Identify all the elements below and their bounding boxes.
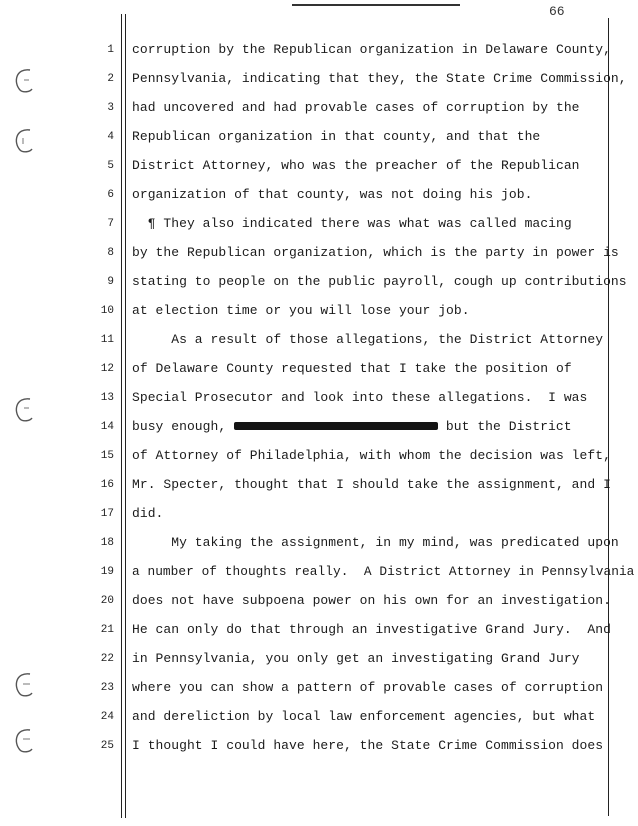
transcript-line [0,302,638,322]
line-text: had uncovered and had provable cases of corruption by the [132,100,580,115]
line-number: 8 [107,247,114,259]
transcript-line [0,360,638,380]
line-text: of Delaware County requested that I take the position of [132,361,572,376]
transcript-line [0,418,638,438]
transcript-line [0,244,638,264]
line-text: My taking the assignment, in my mind, was predicated upon [132,535,619,550]
transcript-line [0,157,638,177]
line-text: and dereliction by local law enforcement agencies, but what [132,709,596,724]
transcript-line [0,70,638,90]
line-number: 12 [100,363,114,375]
page-number: 66 [549,4,565,19]
line-number: 19 [100,566,114,578]
line-number: 11 [100,334,114,346]
transcript-line [0,186,638,206]
transcript-line [0,215,638,235]
line-number: 15 [100,450,114,462]
line-text: where you can show a pattern of provable cases of corruption [132,680,604,695]
line-text: Republican organization in that county, and that the [132,129,541,144]
line-text: District Attorney, who was the preacher of the Republican [132,158,580,173]
transcript-line [0,534,638,554]
line-text: did. [132,506,164,521]
line-text: a number of thoughts really. A District Attorney in Pennsylvania [132,564,635,579]
transcript-line [0,389,638,409]
line-number: 14 [100,421,114,433]
transcript-line [0,708,638,728]
line-text: I thought I could have here, the State Crime Commission does [132,738,604,753]
top-header-mark [292,0,460,6]
line-number: 25 [100,740,114,752]
transcript-line [0,331,638,351]
transcript-line [0,621,638,641]
line-text: Special Prosecutor and look into these allegations. I was [132,390,588,405]
line-text: of Attorney of Philadelphia, with whom the decision was left, [132,448,611,463]
line-number: 4 [107,131,114,143]
transcript-line [0,505,638,525]
line-number: 1 [107,44,114,56]
redaction-bar [234,422,438,430]
line-number: 17 [100,508,114,520]
transcript-line [0,476,638,496]
line-text: As a result of those allegations, the District Attorney [132,332,604,347]
line-number: 20 [100,595,114,607]
transcript-line [0,41,638,61]
transcript-line [0,99,638,119]
transcript-line [0,592,638,612]
line-number: 9 [107,276,114,288]
transcript-line [0,737,638,757]
line-number: 7 [107,218,114,230]
line-text: ¶ They also indicated there was what was called macing [132,216,572,231]
line-number: 16 [100,479,114,491]
transcript-line [0,650,638,670]
line-text: organization of that county, was not doing his job. [132,187,533,202]
line-number: 6 [107,189,114,201]
transcript-line [0,128,638,148]
line-number: 5 [107,160,114,172]
line-number: 24 [100,711,114,723]
transcript-line [0,273,638,293]
line-text: stating to people on the public payroll, cough up contributions [132,274,627,289]
line-text: does not have subpoena power on his own for an investigation. [132,593,611,608]
line-number: 22 [100,653,114,665]
transcript-line [0,447,638,467]
transcript-line [0,563,638,583]
transcript-line [0,679,638,699]
line-text: in Pennsylvania, you only get an investigating Grand Jury [132,651,580,666]
line-text-end: but the District [438,419,572,434]
line-number: 13 [100,392,114,404]
line-text: corruption by the Republican organization in Delaware County, [132,42,611,57]
line-text-start: busy enough, [132,419,235,434]
line-number: 23 [100,682,114,694]
line-text: Pennsylvania, indicating that they, the State Crime Commission, [132,71,627,86]
line-number: 18 [100,537,114,549]
line-number: 3 [107,102,114,114]
line-text: He can only do that through an investigative Grand Jury. And [132,622,611,637]
line-number: 10 [100,305,114,317]
line-number: 21 [100,624,114,636]
line-text [132,419,572,434]
line-text: by the Republican organization, which is the party in power is [132,245,619,260]
line-text: at election time or you will lose your job. [132,303,470,318]
line-number: 2 [107,73,114,85]
line-text: Mr. Specter, thought that I should take the assignment, and I [132,477,611,492]
